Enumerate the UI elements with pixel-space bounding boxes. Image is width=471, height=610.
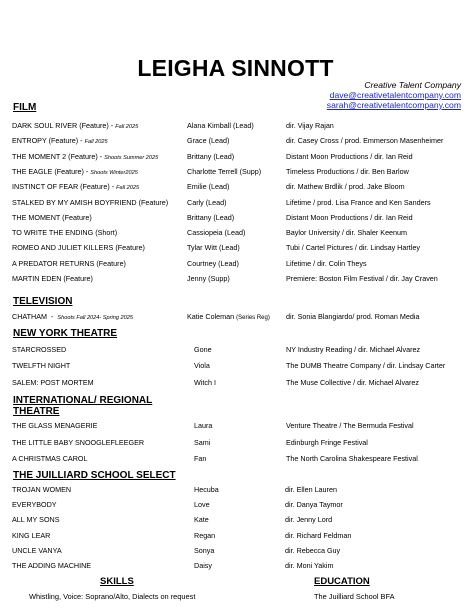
credit-company: Timeless Productions / dir. Ben Barlow xyxy=(286,166,409,176)
credit-role: Hecuba xyxy=(194,485,219,494)
film-row xyxy=(0,167,471,177)
credit-company: Tubi / Cartel Pictures / dir. Lindsay Hartley xyxy=(286,243,420,253)
new-york-theatre-heading: NEW YORK THEATRE xyxy=(13,328,118,339)
juilliard-row xyxy=(0,500,471,510)
credit-role: Alana Kimball (Lead) xyxy=(187,121,254,130)
credit-role: Regan xyxy=(194,530,216,540)
juilliard-row xyxy=(0,561,471,571)
credit-company: dir. Sonia Blangiardo/ prod. Roman Media xyxy=(286,312,420,321)
credit-role: Charlotte Terrell (Supp) xyxy=(187,166,262,176)
credit-company: Edinburgh Fringe Festival xyxy=(286,437,368,447)
international-theatre-heading-line2: THEATRE xyxy=(13,406,60,417)
credit-note: Shoots Winter2025 xyxy=(90,169,138,176)
credit-company: dir. Richard Feldman xyxy=(285,530,352,540)
education-text: The Juilliard School BFA xyxy=(314,592,395,601)
credit-note: Fall 2025 xyxy=(116,185,140,192)
credit-role: Cassiopeia (Lead) xyxy=(187,228,246,238)
credit-title: UNCLE VANYA xyxy=(12,545,62,555)
actor-name: LEIGHA SINNOTT xyxy=(137,55,334,81)
international-theatre-row xyxy=(0,438,471,448)
juilliard-heading: THE JUILLIARD SCHOOL SELECT xyxy=(13,470,176,481)
film-heading: FILM xyxy=(13,102,37,113)
credit-role: Gone xyxy=(194,345,212,354)
new-york-theatre-row xyxy=(0,378,471,388)
credit-title: THE MOMENT 2 (Feature) - Shoots Summer 2025 xyxy=(12,151,159,161)
credit-company: dir. Moni Yakim xyxy=(285,561,334,570)
credit-role: Love xyxy=(194,500,210,510)
credit-role: Daisy xyxy=(194,561,212,570)
credit-title: SALEM: POST MORTEM xyxy=(12,377,94,387)
credit-title: TROJAN WOMEN xyxy=(12,485,72,494)
credit-title: A CHRISTMAS CAROL xyxy=(12,454,88,463)
credit-role: Kate xyxy=(194,515,209,525)
credit-company: dir. Danya Taymor xyxy=(285,500,343,510)
credit-company: Lifetime / dir. Colin Theys xyxy=(286,258,367,268)
credit-role: Witch I xyxy=(194,377,216,387)
juilliard-row xyxy=(0,546,471,556)
television-row xyxy=(0,312,471,322)
credit-company: dir. Vijay Rajan xyxy=(286,121,334,130)
credit-company: dir. Ellen Lauren xyxy=(285,485,337,494)
credit-company: Distant Moon Productions / dir. Ian Reid xyxy=(286,151,413,161)
credit-company: NY Industry Reading / dir. Michael Alvarez xyxy=(286,345,421,354)
credit-role: Katie Coleman (Series Reg) xyxy=(187,312,270,321)
new-york-theatre-row xyxy=(0,361,471,371)
credit-company: Premiere: Boston Film Festival / dir. Jay Craven xyxy=(286,274,438,283)
credit-company: Distant Moon Productions / dir. Ian Reid xyxy=(286,212,413,222)
new-york-theatre-row xyxy=(0,345,471,355)
credit-title: CHATHAM - Shoots Fall 2024- Spring 2025 xyxy=(12,312,133,321)
film-row xyxy=(0,213,471,223)
credit-title: MARTIN EDEN (Feature) xyxy=(12,274,93,283)
credit-title: STARCROSSED xyxy=(12,345,67,354)
film-row xyxy=(0,121,471,131)
credit-company: Lifetime / prod. Lisa France and Ken Sanders xyxy=(286,197,431,207)
film-row xyxy=(0,274,471,284)
credit-title: KING LEAR xyxy=(12,530,51,540)
credit-role: Brittany (Lead) xyxy=(187,212,235,222)
credit-role: Carly (Lead) xyxy=(187,197,227,207)
credit-title: THE GLASS MENAGERIE xyxy=(12,421,98,430)
skills-heading: SKILLS xyxy=(100,576,134,587)
credit-role: Laura xyxy=(194,421,213,430)
credit-title: INSTINCT OF FEAR (Feature) - Fall 2025 xyxy=(12,182,140,192)
credit-company: The North Carolina Shakespeare Festival xyxy=(286,454,418,463)
credit-role: Emilie (Lead) xyxy=(187,182,230,192)
credit-company: dir. Mathew Brdlik / prod. Jake Bloom xyxy=(286,182,405,192)
credit-role: Fan xyxy=(194,454,207,463)
agency-contact xyxy=(327,80,461,110)
credit-role: Tylar Witt (Lead) xyxy=(187,243,240,253)
skills-text: Whistling, Voice: Soprano/Alto, Dialects on request xyxy=(29,592,196,601)
credit-company: dir. Jenny Lord xyxy=(285,515,333,525)
credit-company: dir. Rebecca Guy xyxy=(285,545,341,555)
international-theatre-row xyxy=(0,454,471,464)
credit-title: TO WRITE THE ENDING (Short) xyxy=(12,228,118,238)
credit-note: Shoots Summer 2025 xyxy=(104,154,159,161)
international-theatre-heading: INTERNATIONAL/ REGIONAL xyxy=(13,395,153,406)
credit-title: TWELFTH NIGHT xyxy=(12,361,71,371)
international-theatre-row xyxy=(0,421,471,431)
credit-role: Sami xyxy=(194,437,211,447)
credit-title: STALKED BY MY AMISH BOYFRIEND (Feature) xyxy=(12,197,169,207)
credit-company: Venture Theatre / The Bermuda Festival xyxy=(286,421,414,430)
juilliard-row xyxy=(0,531,471,541)
juilliard-row xyxy=(0,515,471,525)
credit-title: DARK SOUL RIVER (Feature) - Fall 2025 xyxy=(12,121,139,130)
credit-title: ALL MY SONS xyxy=(12,515,60,525)
credit-title: THE EAGLE (Feature) - Shoots Winter2025 xyxy=(12,166,138,176)
credit-company: The Muse Collective / dir. Michael Alvarez xyxy=(286,377,420,387)
credit-title: EVERYBODY xyxy=(12,500,57,510)
credit-note: Shoots Fall 2024- Spring 2025 xyxy=(57,315,133,321)
film-row xyxy=(0,152,471,162)
email-link-sarah[interactable]: sarah@creativetalentcompany.com xyxy=(326,100,461,110)
film-row xyxy=(0,243,471,253)
credit-role: Viola xyxy=(194,361,210,371)
credit-role: Grace (Lead) xyxy=(187,136,230,146)
film-row xyxy=(0,259,471,269)
credit-title: THE ADDING MACHINE xyxy=(12,561,92,570)
credit-title: A PREDATOR RETURNS (Feature) xyxy=(12,258,126,268)
credit-title: ROMEO AND JULIET KILLERS (Feature) xyxy=(12,243,145,253)
credit-note: Fall 2025 xyxy=(115,124,139,130)
credit-title: THE LITTLE BABY SNOOGLEFLEEGER xyxy=(12,437,145,447)
credit-role: Sonya xyxy=(194,545,215,555)
television-heading: TELEVISION xyxy=(13,296,73,307)
email-link-dave[interactable]: dave@creativetalentcompany.com xyxy=(329,90,461,100)
credit-role-note: (Series Reg) xyxy=(236,315,270,321)
film-row xyxy=(0,182,471,192)
education-heading: EDUCATION xyxy=(314,576,370,587)
agency-name: Creative Talent Company xyxy=(364,80,461,90)
film-row xyxy=(0,136,471,146)
credit-title: ENTROPY (Feature) - Fall 2025 xyxy=(12,136,108,146)
credit-company: Baylor University / dir. Shaler Keenum xyxy=(286,228,408,238)
credit-role: Brittany (Lead) xyxy=(187,151,235,161)
film-row xyxy=(0,228,471,238)
credit-company: The DUMB Theatre Company / dir. Lindsay Carter xyxy=(286,361,446,371)
credit-role: Jenny (Supp) xyxy=(187,274,230,283)
juilliard-row xyxy=(0,485,471,495)
credit-note: Fall 2025 xyxy=(84,139,108,146)
credit-company: dir. Casey Cross / prod. Emmerson Masenheimer xyxy=(286,136,444,146)
credit-role: Courtney (Lead) xyxy=(187,258,239,268)
film-row xyxy=(0,198,471,208)
credit-title: THE MOMENT (Feature) xyxy=(12,212,92,222)
